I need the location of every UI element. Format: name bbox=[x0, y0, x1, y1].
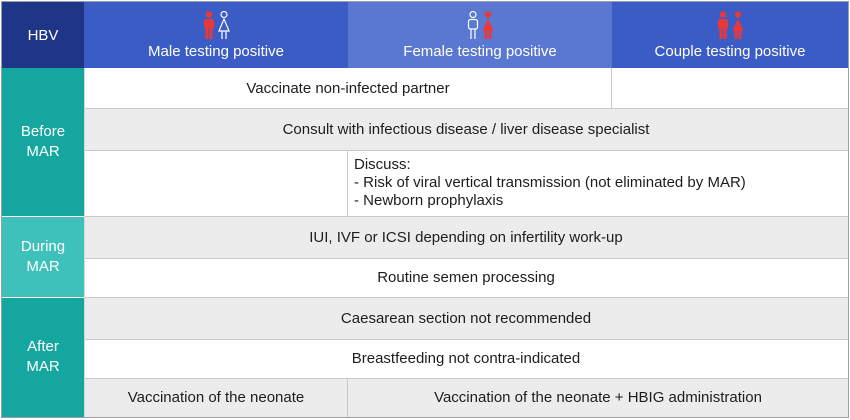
discuss-block bbox=[354, 156, 746, 210]
divider bbox=[2, 297, 84, 298]
phase-after bbox=[2, 297, 84, 417]
phase-before-line2: MAR bbox=[26, 143, 60, 160]
phase-during bbox=[2, 216, 84, 297]
discuss-item-1: - Risk of viral vertical transmission (not eliminated by MAR) bbox=[354, 174, 746, 191]
header-couple bbox=[612, 2, 848, 68]
male-icon bbox=[467, 11, 479, 39]
row-vacc-neonate-hbig-text: Vaccination of the neonate + HBIG administration bbox=[434, 389, 762, 406]
row-caesarean-text: Caesarean section not recommended bbox=[340, 309, 592, 327]
row-semen bbox=[84, 258, 848, 297]
discuss-heading: Discuss: bbox=[354, 156, 411, 173]
divider bbox=[347, 150, 348, 216]
row-semen-text: Routine semen processing bbox=[377, 269, 555, 286]
row-vacc-neonate-text: Vaccination of the neonate bbox=[127, 389, 305, 406]
phase-before bbox=[2, 68, 84, 216]
divider bbox=[84, 216, 848, 217]
row-vacc-neonate bbox=[84, 378, 348, 417]
row-breastfeeding-text: Breastfeeding not contra-indicated bbox=[351, 350, 581, 367]
female-icon bbox=[218, 11, 230, 39]
header-male bbox=[84, 2, 348, 68]
divider bbox=[347, 378, 348, 417]
row-caesarean bbox=[84, 297, 848, 339]
header-male-icons bbox=[203, 11, 230, 39]
corner-label: HBV bbox=[27, 26, 59, 44]
divider bbox=[84, 150, 848, 151]
header-couple-icons bbox=[717, 11, 744, 39]
female-icon bbox=[732, 11, 744, 39]
row-discuss bbox=[348, 150, 848, 216]
header-couple-label: Couple testing positive bbox=[654, 42, 806, 60]
male-icon bbox=[717, 11, 729, 39]
phase-after-line2: MAR bbox=[26, 358, 60, 375]
row-vaccinate-couple bbox=[612, 68, 848, 108]
female-icon bbox=[482, 11, 494, 39]
corner-cell bbox=[2, 2, 84, 68]
divider bbox=[84, 108, 848, 109]
male-icon bbox=[203, 11, 215, 39]
divider bbox=[84, 297, 848, 298]
divider bbox=[84, 339, 848, 340]
phase-during-line1: During bbox=[20, 237, 66, 255]
phase-after-line1: After bbox=[27, 338, 59, 355]
header-female bbox=[348, 2, 612, 68]
row-iui bbox=[84, 216, 848, 258]
row-vaccinate-text: Vaccinate non-infected partner bbox=[246, 79, 450, 97]
row-breastfeeding bbox=[84, 339, 848, 378]
row-vaccinate bbox=[84, 68, 612, 108]
row-iui-text: IUI, IVF or ICSI depending on infertility work-up bbox=[309, 228, 623, 246]
divider bbox=[84, 378, 848, 379]
row-discuss-empty bbox=[84, 150, 348, 216]
row-vacc-neonate-hbig bbox=[348, 378, 848, 417]
phase-during-line2: MAR bbox=[26, 257, 60, 275]
header-female-label: Female testing positive bbox=[403, 42, 557, 60]
divider bbox=[2, 216, 84, 217]
divider bbox=[84, 258, 848, 259]
header-female-icons bbox=[467, 11, 494, 39]
discuss-item-2: - Newborn prophylaxis bbox=[354, 192, 504, 209]
header-male-label: Male testing positive bbox=[148, 42, 284, 60]
hbv-table bbox=[1, 1, 849, 418]
phase-before-line1: Before bbox=[20, 123, 66, 140]
row-consult bbox=[84, 108, 848, 150]
divider bbox=[84, 68, 85, 417]
row-consult-text: Consult with infectious disease / liver disease specialist bbox=[282, 120, 650, 138]
divider bbox=[611, 68, 612, 108]
